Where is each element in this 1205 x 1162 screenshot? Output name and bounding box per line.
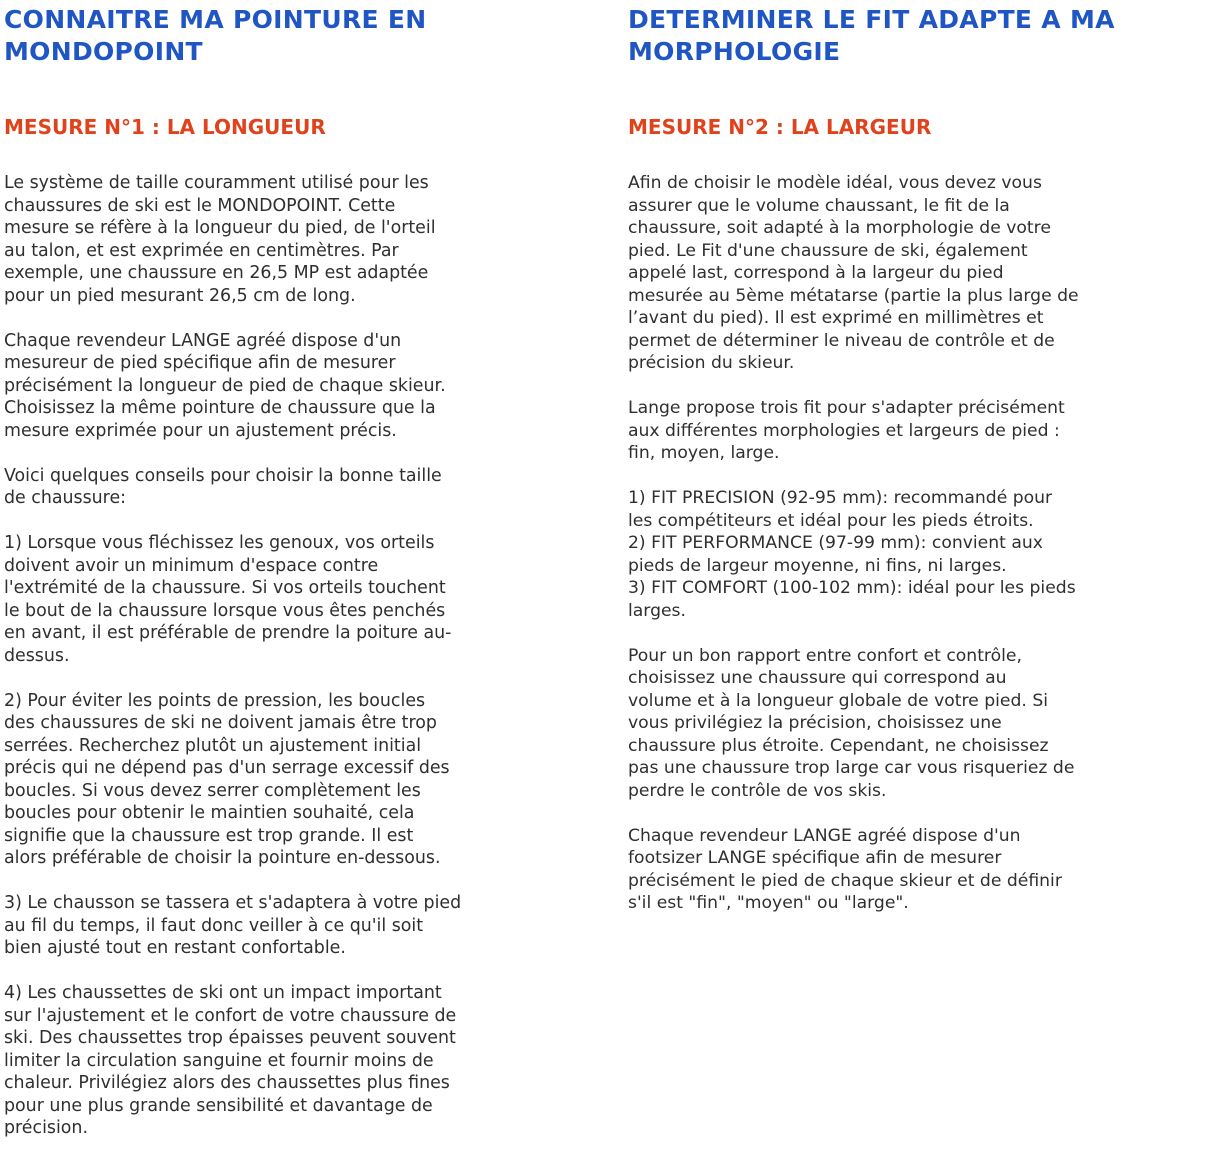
left-body: [4, 172, 594, 1162]
text-line: exemple, une chaussure en 26,5 MP est adaptée: [4, 263, 429, 283]
text-line: serrées. Recherchez plutôt un ajustement initial: [4, 735, 422, 756]
text-line: de chaussure:: [4, 488, 126, 508]
right-title-line: DETERMINER LE FIT ADAPTE A MA: [628, 5, 1115, 34]
left-paragraph-7: [4, 982, 594, 1140]
text-line: dessus.: [4, 645, 70, 666]
text-line: précis qui ne dépend pas d'un serrage excessif des: [4, 758, 450, 778]
text-line: mesure se réfère à la longueur du pied, de l'orteil: [4, 218, 436, 238]
text-line: l’avant du pied). Il est exprimé en millimètres et: [628, 308, 1044, 328]
right-paragraph-5: [628, 825, 1205, 915]
text-line: footsizer LANGE spécifique afin de mesurer: [628, 848, 1002, 868]
text-line: Pour un bon rapport entre confort et contrôle,: [628, 645, 1022, 666]
text-line: fin, moyen, large.: [628, 443, 780, 463]
text-line: au talon, et est exprimée en centimètres. Par: [4, 240, 399, 261]
left-title-line: MONDOPOINT: [4, 37, 203, 66]
text-line: 3) Le chausson se tassera et s'adaptera à votre pied: [4, 893, 462, 913]
text-line: boucles. Si vous devez serrer complètement les: [4, 780, 421, 801]
text-line: chaussure plus étroite. Cependant, ne choisissez: [628, 735, 1049, 756]
left-paragraph-6: [4, 892, 594, 960]
left-paragraph-3: [4, 465, 594, 510]
left-title-line: CONNAITRE MA POINTURE EN: [4, 5, 427, 34]
text-line: 4) Les chaussettes de ski ont un impact important: [4, 983, 442, 1003]
text-line: mesureur de pied spécifique afin de mesurer: [4, 353, 396, 373]
text-line: précisément la longueur de pied de chaque skieur.: [4, 375, 446, 396]
text-line: mesure exprimée pour un ajustement précis.: [4, 420, 397, 441]
text-line: 3) FIT COMFORT (100-102 mm): idéal pour les pieds: [628, 578, 1076, 598]
text-line: 2) FIT PERFORMANCE (97-99 mm): convient aux: [628, 533, 1043, 553]
text-line: Lange propose trois fit pour s'adapter précisément: [628, 398, 1065, 418]
right-paragraph-3: [628, 487, 1205, 622]
text-line: précision.: [4, 1118, 88, 1138]
text-line: vous privilégiez la précision, choisissez une: [628, 713, 1002, 733]
right-subtitle: MESURE N°2 : LA LARGEUR: [628, 115, 932, 139]
text-line: signifie que la chaussure est trop grande. Il est: [4, 825, 414, 846]
text-line: chaussure, soit adapté à la morphologie de votre: [628, 218, 1051, 238]
text-line: alors préférable de choisir la pointure en-dessous.: [4, 848, 441, 868]
text-line: 1) FIT PRECISION (92-95 mm): recommandé pour: [628, 488, 1053, 508]
text-line: sur l'ajustement et le confort de votre chaussure de: [4, 1005, 457, 1026]
text-line: ski. Des chaussettes trop épaisses peuvent souvent: [4, 1028, 456, 1048]
text-line: choisissez une chaussure qui correspond au: [628, 668, 1007, 688]
text-line: Chaque revendeur LANGE agréé dispose d'un: [628, 825, 1021, 846]
text-line: Choisissez la même pointure de chaussure que la: [4, 398, 436, 418]
text-line: précision du skieur.: [628, 353, 795, 373]
text-line: pour un pied mesurant 26,5 cm de long.: [4, 285, 356, 306]
text-line: 2) Pour éviter les points de pression, les boucles: [4, 690, 426, 711]
text-line: Le système de taille couramment utilisé pour les: [4, 173, 429, 193]
left-paragraph-1: [4, 172, 594, 307]
left-paragraph-4: [4, 532, 594, 667]
right-paragraph-2: [628, 397, 1205, 465]
text-line: s'il est "fin", "moyen" ou "large".: [628, 893, 909, 913]
text-line: en avant, il est préférable de prendre la poiture au-: [4, 623, 452, 643]
left-subtitle: MESURE N°1 : LA LONGUEUR: [4, 115, 326, 139]
text-line: aux différentes morphologies et largeurs de pied :: [628, 420, 1060, 441]
text-line: perdre le contrôle de vos skis.: [628, 780, 887, 801]
left-paragraph-5: [4, 690, 594, 870]
text-line: précisément le pied de chaque skieur et de définir: [628, 870, 1062, 891]
text-line: larges.: [628, 600, 686, 621]
text-line: Afin de choisir le modèle idéal, vous devez vous: [628, 173, 1042, 193]
left-paragraph-2: [4, 330, 594, 443]
text-line: l'extrémité de la chaussure. Si vos orteils touchent: [4, 578, 446, 598]
text-line: Voici quelques conseils pour choisir la bonne taille: [4, 465, 442, 486]
left-title: [4, 4, 594, 68]
text-line: chaussures de ski est le MONDOPOINT. Cette: [4, 195, 396, 216]
text-line: pied. Le Fit d'une chaussure de ski, également: [628, 240, 1028, 261]
text-line: volume et à la longueur globale de votre pied. Si: [628, 690, 1049, 711]
right-body: [628, 172, 1205, 937]
text-line: les compétiteurs et idéal pour les pieds étroits.: [628, 510, 1034, 531]
text-line: doivent avoir un minimum d'espace contre: [4, 555, 379, 576]
right-paragraph-4: [628, 645, 1205, 803]
text-line: limiter la circulation sanguine et fournir moins de: [4, 1050, 434, 1071]
right-title-line: MORPHOLOGIE: [628, 37, 841, 66]
right-column: [628, 0, 1205, 913]
text-line: au fil du temps, il faut donc veiller à ce qu'il soit: [4, 915, 424, 936]
text-line: le bout de la chaussure lorsque vous êtes penchés: [4, 600, 446, 621]
text-line: bien ajusté tout en restant confortable.: [4, 938, 346, 958]
text-line: appelé last, correspond à la largeur du pied: [628, 263, 1004, 283]
left-column: [4, 0, 594, 1138]
text-line: assurer que le volume chaussant, le fit de la: [628, 195, 1010, 216]
right-title: [628, 4, 1205, 68]
right-paragraph-1: [628, 172, 1205, 375]
text-line: mesurée au 5ème métatarse (partie la plus large de: [628, 285, 1079, 306]
text-line: pas une chaussure trop large car vous risqueriez de: [628, 758, 1075, 778]
text-line: 1) Lorsque vous fléchissez les genoux, vos orteils: [4, 533, 435, 553]
text-line: pour une plus grande sensibilité et davantage de: [4, 1095, 433, 1116]
text-line: pieds de largeur moyenne, ni fins, ni larges.: [628, 555, 1007, 576]
text-line: des chaussures de ski ne doivent jamais être trop: [4, 713, 437, 733]
text-line: permet de déterminer le niveau de contrôle et de: [628, 330, 1055, 351]
text-line: Chaque revendeur LANGE agréé dispose d'un: [4, 330, 402, 351]
text-line: boucles pour obtenir le maintien souhaité, cela: [4, 803, 415, 823]
text-line: chaleur. Privilégiez alors des chaussettes plus fines: [4, 1073, 450, 1093]
